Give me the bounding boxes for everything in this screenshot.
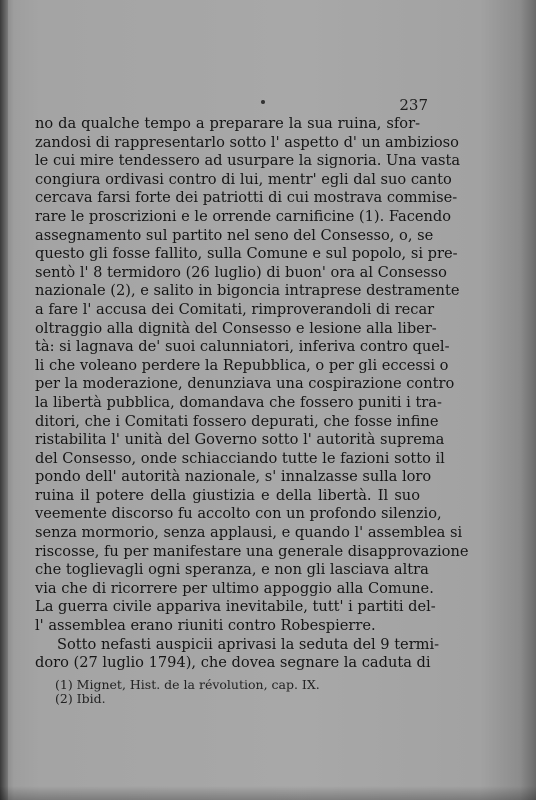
text-line: rare le proscrizioni e le orrende carnificine (1). Facendo: [35, 207, 452, 225]
text-line: via che di ricorrere per ultimo appoggio alla Comune.: [35, 579, 434, 597]
text-line: per la moderazione, denunziava una cospirazione contro: [35, 375, 455, 393]
footnote: (2) Ibid.: [55, 691, 106, 706]
text-line: questo gli fosse fallito, sulla Comune e sul popolo, si pre-: [35, 245, 458, 263]
text-line: che toglievagli ogni speranza, e non gli lasciava altra: [35, 561, 429, 579]
book-spine-shadow: [0, 0, 8, 800]
text-line: li che voleano perdere la Repubblica, o per gli eccessi o: [35, 356, 449, 374]
text-line: le cui mire tendessero ad usurpare la signoria. Una vasta: [35, 152, 461, 170]
text-line: del Consesso, onde schiacciando tutte le fazioni sotto il: [35, 449, 445, 467]
text-line: zandosi di rappresentarlo sotto l' aspetto d' un ambizioso: [35, 133, 459, 151]
text-line: veemente discorso fu accolto con un profondo silenzio,: [35, 505, 442, 523]
text-line: doro (27 luglio 1794), che dovea segnare la caduta di: [35, 654, 431, 672]
text-line: no da qualche tempo a preparare la sua ruina, sfor-: [35, 115, 420, 132]
text-line: sentò l' 8 termidoro (26 luglio) di buon' ora al Consesso: [35, 263, 447, 281]
page-number: 237: [399, 96, 428, 114]
text-line: riscosse, fu per manifestare una generale disapprovazione: [35, 542, 469, 560]
text-line: cercava farsi forte dei patriotti di cui mostrava commise-: [35, 189, 458, 207]
text-line: a fare l' accusa dei Comitati, rimproverandoli di recar: [35, 300, 435, 318]
text-line: oltraggio alla dignità del Consesso e lesione alla liber-: [35, 319, 437, 337]
text-line: tà: si lagnava de' suoi calunniatori, inferiva contro quel-: [35, 338, 450, 356]
footnotes: [55, 678, 355, 706]
text-line: ristabilita l' unità del Governo sotto l' autorità suprema: [35, 431, 445, 449]
text-line: congiura ordivasi contro di lui, mentr' egli dal suo canto: [35, 170, 452, 188]
print-dot-mark: [261, 100, 265, 104]
footnote: (1) Mignet, Hist. de la révolution, cap. IX.: [55, 677, 320, 692]
text-line: nazionale (2), e salito in bigoncia intraprese destramente: [35, 282, 460, 300]
text-line: ditori, che i Comitati fossero depurati, che fosse infine: [35, 412, 439, 430]
body-text: [35, 115, 469, 673]
text-line: la libertà pubblica, domandava che fossero puniti i tra-: [35, 393, 442, 411]
text-line: assegnamento sul partito nel seno del Consesso, o, se: [35, 226, 434, 244]
text-line: ruina il potere della giustizia e della libertà. Il suo: [35, 486, 420, 504]
text-line: l' assemblea erano riuniti contro Robespierre.: [35, 617, 376, 635]
text-line: senza mormorio, senza applausi, e quando l' assemblea si: [35, 524, 463, 542]
paragraph-start-line: Sotto nefasti auspicii aprivasi la seduta del 9 termi-: [57, 635, 440, 653]
text-line: La guerra civile appariva inevitabile, tutt' i partiti del-: [35, 598, 436, 616]
page-bottom-shadow: [0, 786, 536, 800]
text-line: pondo dell' autorità nazionale, s' innalzasse sulla loro: [35, 468, 432, 486]
